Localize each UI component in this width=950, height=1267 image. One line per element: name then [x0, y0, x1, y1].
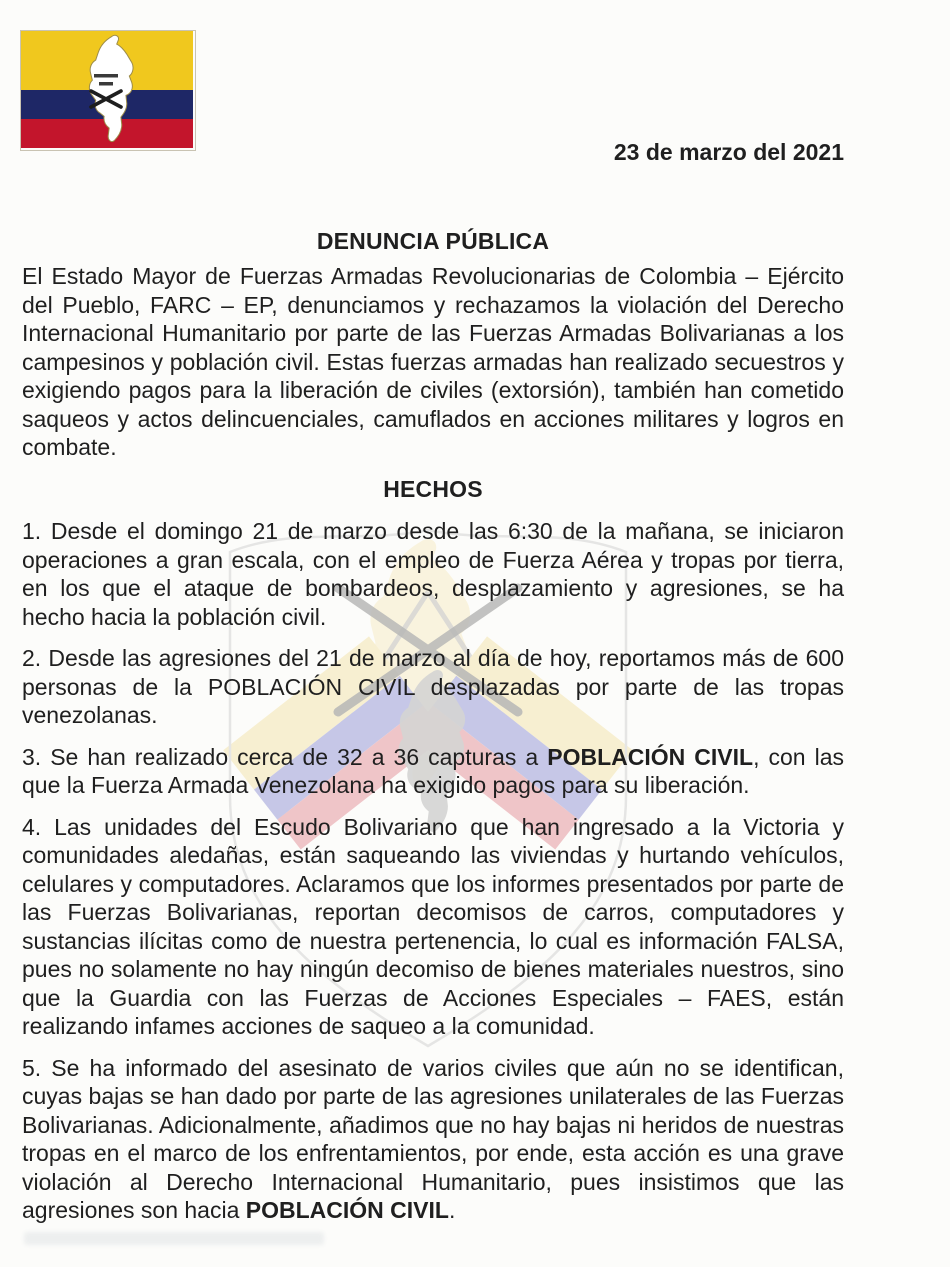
hechos-item — [22, 644, 844, 730]
logo-text-mark — [99, 82, 113, 86]
logo-text-mark — [94, 74, 118, 78]
body-text: 2. Desde las agresiones del 21 de marzo al día de hoy, reportamos más de 600 personas de la POBLACIÓN CIVIL desplazadas por parte de las tropas venezolanas. — [22, 645, 844, 728]
document-date: 23 de marzo del 2021 — [613, 139, 844, 165]
body-text: 4. Las unidades del Escudo Bolivariano que han ingresado a la Victoria y comunidades aledañas, están saqueando las viviendas y hurtando vehículos, celulares y computadores. Aclaramos que los informes presentados por parte de las Fuerzas Bolivarianas, reportan decomisos de carros, computadores y sustancias ilícitas como de nuestra pertenencia, lo cual es información FALSA, pues no solamente no hay ningún decomiso de bienes materiales nuestros, sino que la Guardia con las Fuerzas de Acciones Especiales – FAES, están realizando infames acciones de saqueo a la comunidad. — [22, 813, 844, 1039]
hechos-item — [22, 517, 844, 631]
body-text: 5. Se ha informado del asesinato de varios civiles que aún no se identifican, cuyas bajas se han dado por parte de las agresiones unilaterales de las Fuerzas Bolivarianas. Adicionalmente, añadimos que no hay bajas ni heridos de nuestras tropas en el marco de los enfrentamientos, por ende, esta acción es una grave violación al Derecho Internacional Humanitario, pues insistimos que las agresiones son hacia — [22, 1054, 844, 1223]
body-text: , con las que la Fuerza Armada Venezolana ha exigido pagos para su liberación. — [22, 743, 845, 798]
document-title: DENUNCIA PÚBLICA — [316, 228, 550, 254]
emphasis-text: POBLACIÓN CIVIL — [245, 1197, 449, 1223]
hechos-item — [22, 1054, 844, 1225]
intro-paragraph: El Estado Mayor de Fuerzas Armadas Revolucionarias de Colombia – Ejército del Pueblo, FARC – EP, denunciamos y rechazamos la violación del Derecho Internacional Humanitario por parte de las Fuerzas Armadas Bolivarianas a los campesinos y población civil. Estas fuerzas armadas han realizado secuestros y exigiendo pagos para la liberación de civiles (extorsión), también han cometido saqueos y actos delincuenciales, camuflados en acciones militares y logros en combate. — [22, 263, 844, 460]
hechos-item — [22, 743, 844, 800]
section-heading-hechos: HECHOS — [383, 475, 483, 502]
body-text: 1. Desde el domingo 21 de marzo desde las 6:30 de la mañana, se iniciaron operaciones a gran escala, con el empleo de Fuerza Aérea y tropas por tierra, en los que el ataque de bombardeos, desplazamiento y agresiones, se ha hecho hacia la población civil. — [22, 518, 844, 630]
colombia-flag-logo — [20, 30, 196, 151]
hechos-list — [22, 517, 844, 1225]
body-text: . — [448, 1197, 456, 1223]
body-text: 3. Se han realizado cerca de 32 a 36 capturas a — [22, 743, 548, 770]
hechos-item — [22, 813, 844, 1041]
document-body — [22, 262, 844, 1238]
emphasis-text: POBLACIÓN CIVIL — [547, 743, 754, 770]
colombia-flag-map-icon — [21, 31, 193, 148]
